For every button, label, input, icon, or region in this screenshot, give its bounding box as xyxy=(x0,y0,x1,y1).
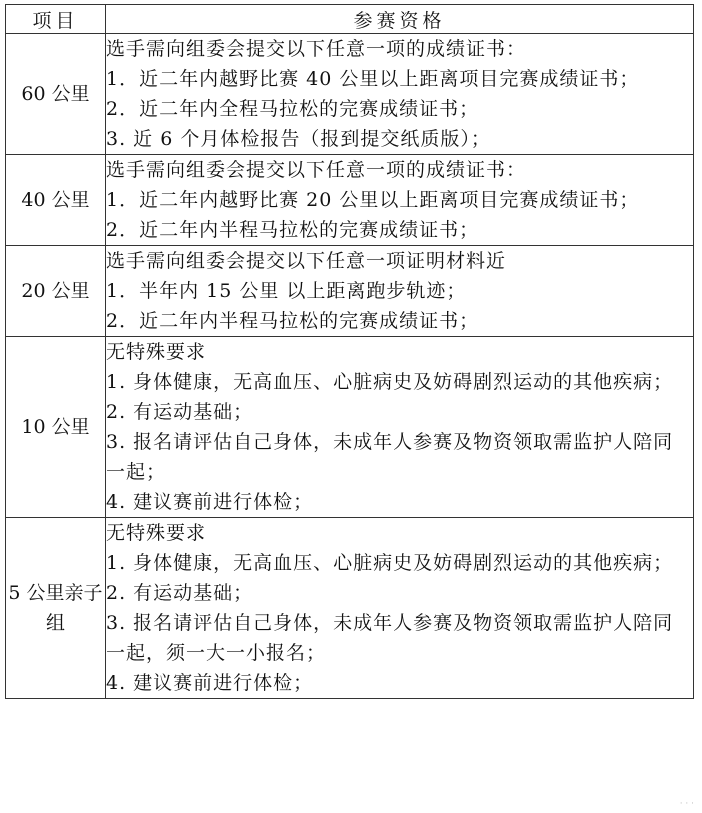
event-name-cell: 40 公里 xyxy=(6,155,106,246)
header-qualification: 参赛资格 xyxy=(106,5,694,34)
table-row xyxy=(6,246,694,337)
requirement-line: 4. 建议赛前进行体检； xyxy=(106,491,314,513)
requirement-line: 1. 身体健康，无高血压、心脏病史及妨碍剧烈运动的其他疾病； xyxy=(106,371,674,393)
requirement-line: 1．近二年内越野比赛 40 公里以上距离项目完赛成绩证书； xyxy=(106,68,640,90)
requirement-line: 2．近二年内半程马拉松的完赛成绩证书； xyxy=(106,310,480,332)
qualification-table xyxy=(5,4,694,699)
requirement-line: 4. 建议赛前进行体检； xyxy=(106,672,314,694)
table-row xyxy=(6,155,694,246)
requirement-line: 2．近二年内全程马拉松的完赛成绩证书； xyxy=(106,98,480,120)
header-row xyxy=(6,5,694,34)
event-name-cell: 5 公里亲子组 xyxy=(6,518,106,699)
requirement-line: 2. 有运动基础； xyxy=(106,401,254,423)
event-name-cell: 20 公里 xyxy=(6,246,106,337)
requirement-line: 选手需向组委会提交以下任意一项的成绩证书： xyxy=(106,38,527,60)
table-body xyxy=(6,34,694,699)
requirement-line: 1. 身体健康，无高血压、心脏病史及妨碍剧烈运动的其他疾病； xyxy=(106,552,674,574)
watermark: · · · xyxy=(679,799,694,809)
qualification-cell xyxy=(106,518,694,699)
requirement-line: 3. 近 6 个月体检报告（报到提交纸质版）； xyxy=(106,128,491,150)
requirement-line: 无特殊要求 xyxy=(106,522,207,544)
requirement-line: 1．半年内 15 公里 以上距离跑步轨迹； xyxy=(106,280,467,302)
requirement-line: 无特殊要求 xyxy=(106,341,207,363)
requirement-line: 2．近二年内半程马拉松的完赛成绩证书； xyxy=(106,219,480,241)
header-event: 项目 xyxy=(6,5,106,34)
qualification-cell xyxy=(106,155,694,246)
requirement-line: 2. 有运动基础； xyxy=(106,582,254,604)
event-name-cell: 10 公里 xyxy=(6,337,106,518)
table-row xyxy=(6,337,694,518)
requirement-line: 选手需向组委会提交以下任意一项的成绩证书： xyxy=(106,159,527,181)
table-row xyxy=(6,518,694,699)
requirement-line: 选手需向组委会提交以下任意一项证明材料近 xyxy=(106,250,507,272)
requirement-line: 3. 报名请评估自己身体，未成年人参赛及物资领取需监护人陪同一起，须一大一小报名； xyxy=(106,612,674,664)
requirement-line: 3. 报名请评估自己身体，未成年人参赛及物资领取需监护人陪同一起； xyxy=(106,431,674,483)
qualification-cell xyxy=(106,337,694,518)
table-row xyxy=(6,34,694,155)
qualification-cell xyxy=(106,34,694,155)
event-name-cell: 60 公里 xyxy=(6,34,106,155)
requirement-line: 1．近二年内越野比赛 20 公里以上距离项目完赛成绩证书； xyxy=(106,189,640,211)
qualification-cell xyxy=(106,246,694,337)
